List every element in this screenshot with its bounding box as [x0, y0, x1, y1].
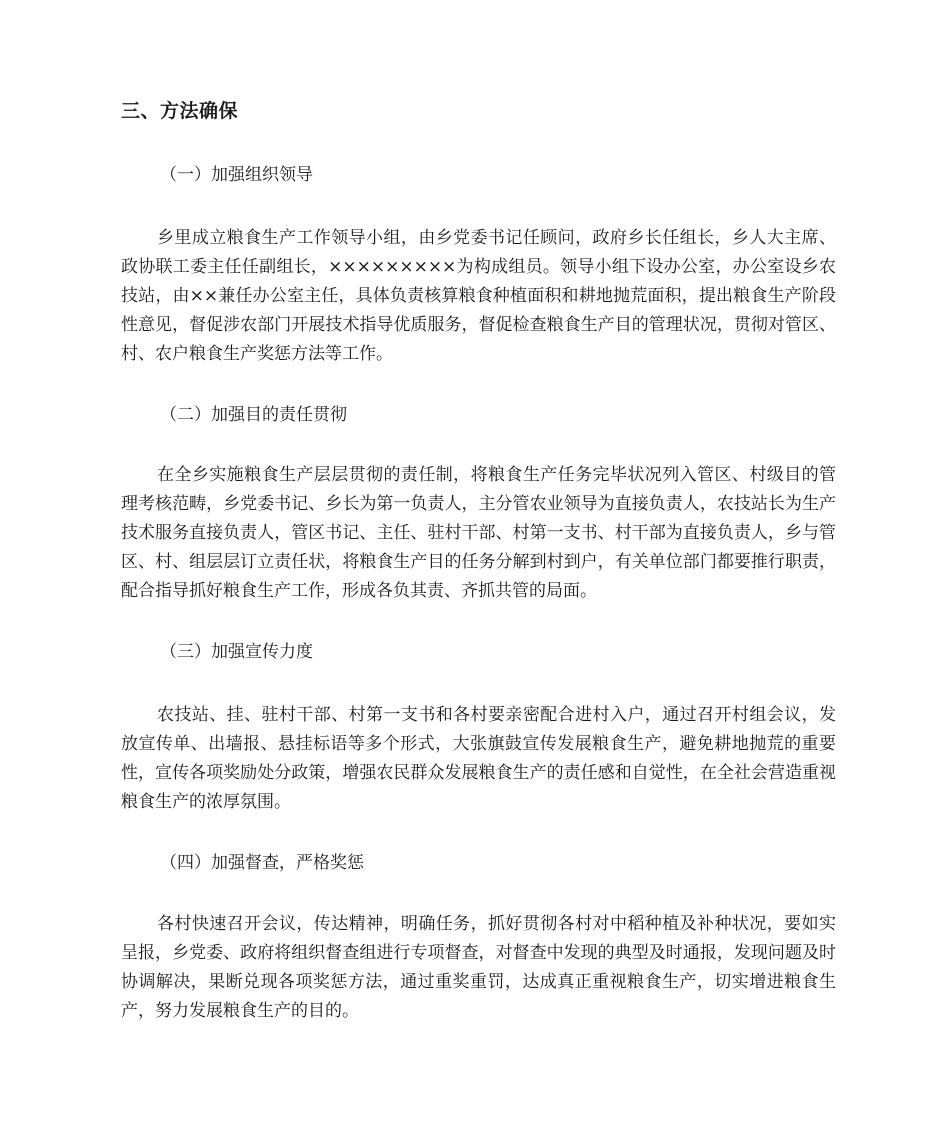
paragraph-publicity: 农技站、挂、驻村干部、村第一支书和各村要亲密配合进村入户，通过召开村组会议，发放宣传单、出墙报、悬挂标语等多个形式，大张旗鼓宣传发展粮食生产，避免耕地抛荒的重要性，宣传各项奖励处分政策，增强农民群众发展粮食生产的责任感和自觉性，在全社会营造重视粮食生产的浓厚氛围。 [121, 705, 836, 812]
subheading-supervision: （四）加强督查，严格奖惩 [160, 853, 364, 873]
paragraph-organization-leadership: 乡里成立粮食生产工作领导小组，由乡党委书记任顾问，政府乡长任组长，乡人大主席、政协联工委主任任副组长，×××××××××为构成组员。领导小组下设办公室，办公室设乡农技站，由××兼任办公室主任，具体负责核算粮食种植面积和耕地抛荒面积，提出粮食生产阶段性意见，督促涉农部门开展技术指导优质服务，督促检查粮食生产目的管理状况，贯彻对管区、村、农户粮食生产奖惩方法等工作。 [121, 228, 836, 364]
subheading-organization-leadership: （一）加强组织领导 [160, 165, 313, 185]
paragraph-supervision: 各村快速召开会议，传达精神，明确任务，抓好贯彻各村对中稻种植及补种状况，要如实呈报，乡党委、政府将组织督查组进行专项督查，对督查中发现的典型及时通报，发现问题及时协调解决，果断兑现各项奖惩方法，通过重奖重罚，达成真正重视粮食生产，切实增进粮食生产，努力发展粮食生产的目的。 [121, 914, 836, 1021]
section-heading: 三、方法确保 [121, 100, 239, 122]
paragraph-responsibility: 在全乡实施粮食生产层层贯彻的责任制，将粮食生产任务完毕状况列入管区、村级目的管理考核范畴，乡党委书记、乡长为第一负责人，主分管农业领导为直接负责人，农技站长为生产技术服务直接负责人，管区书记、主任、驻村干部、村第一支书、村干部为直接负责人，乡与管区、村、组层层订立责任状，将粮食生产目的任务分解到村到户，有关单位部门都要推行职责，配合指导抓好粮食生产工作，形成各负其责、齐抓共管的局面。 [121, 465, 836, 601]
subheading-responsibility: （二）加强目的责任贯彻 [160, 405, 347, 425]
subheading-publicity: （三）加强宣传力度 [160, 642, 313, 662]
